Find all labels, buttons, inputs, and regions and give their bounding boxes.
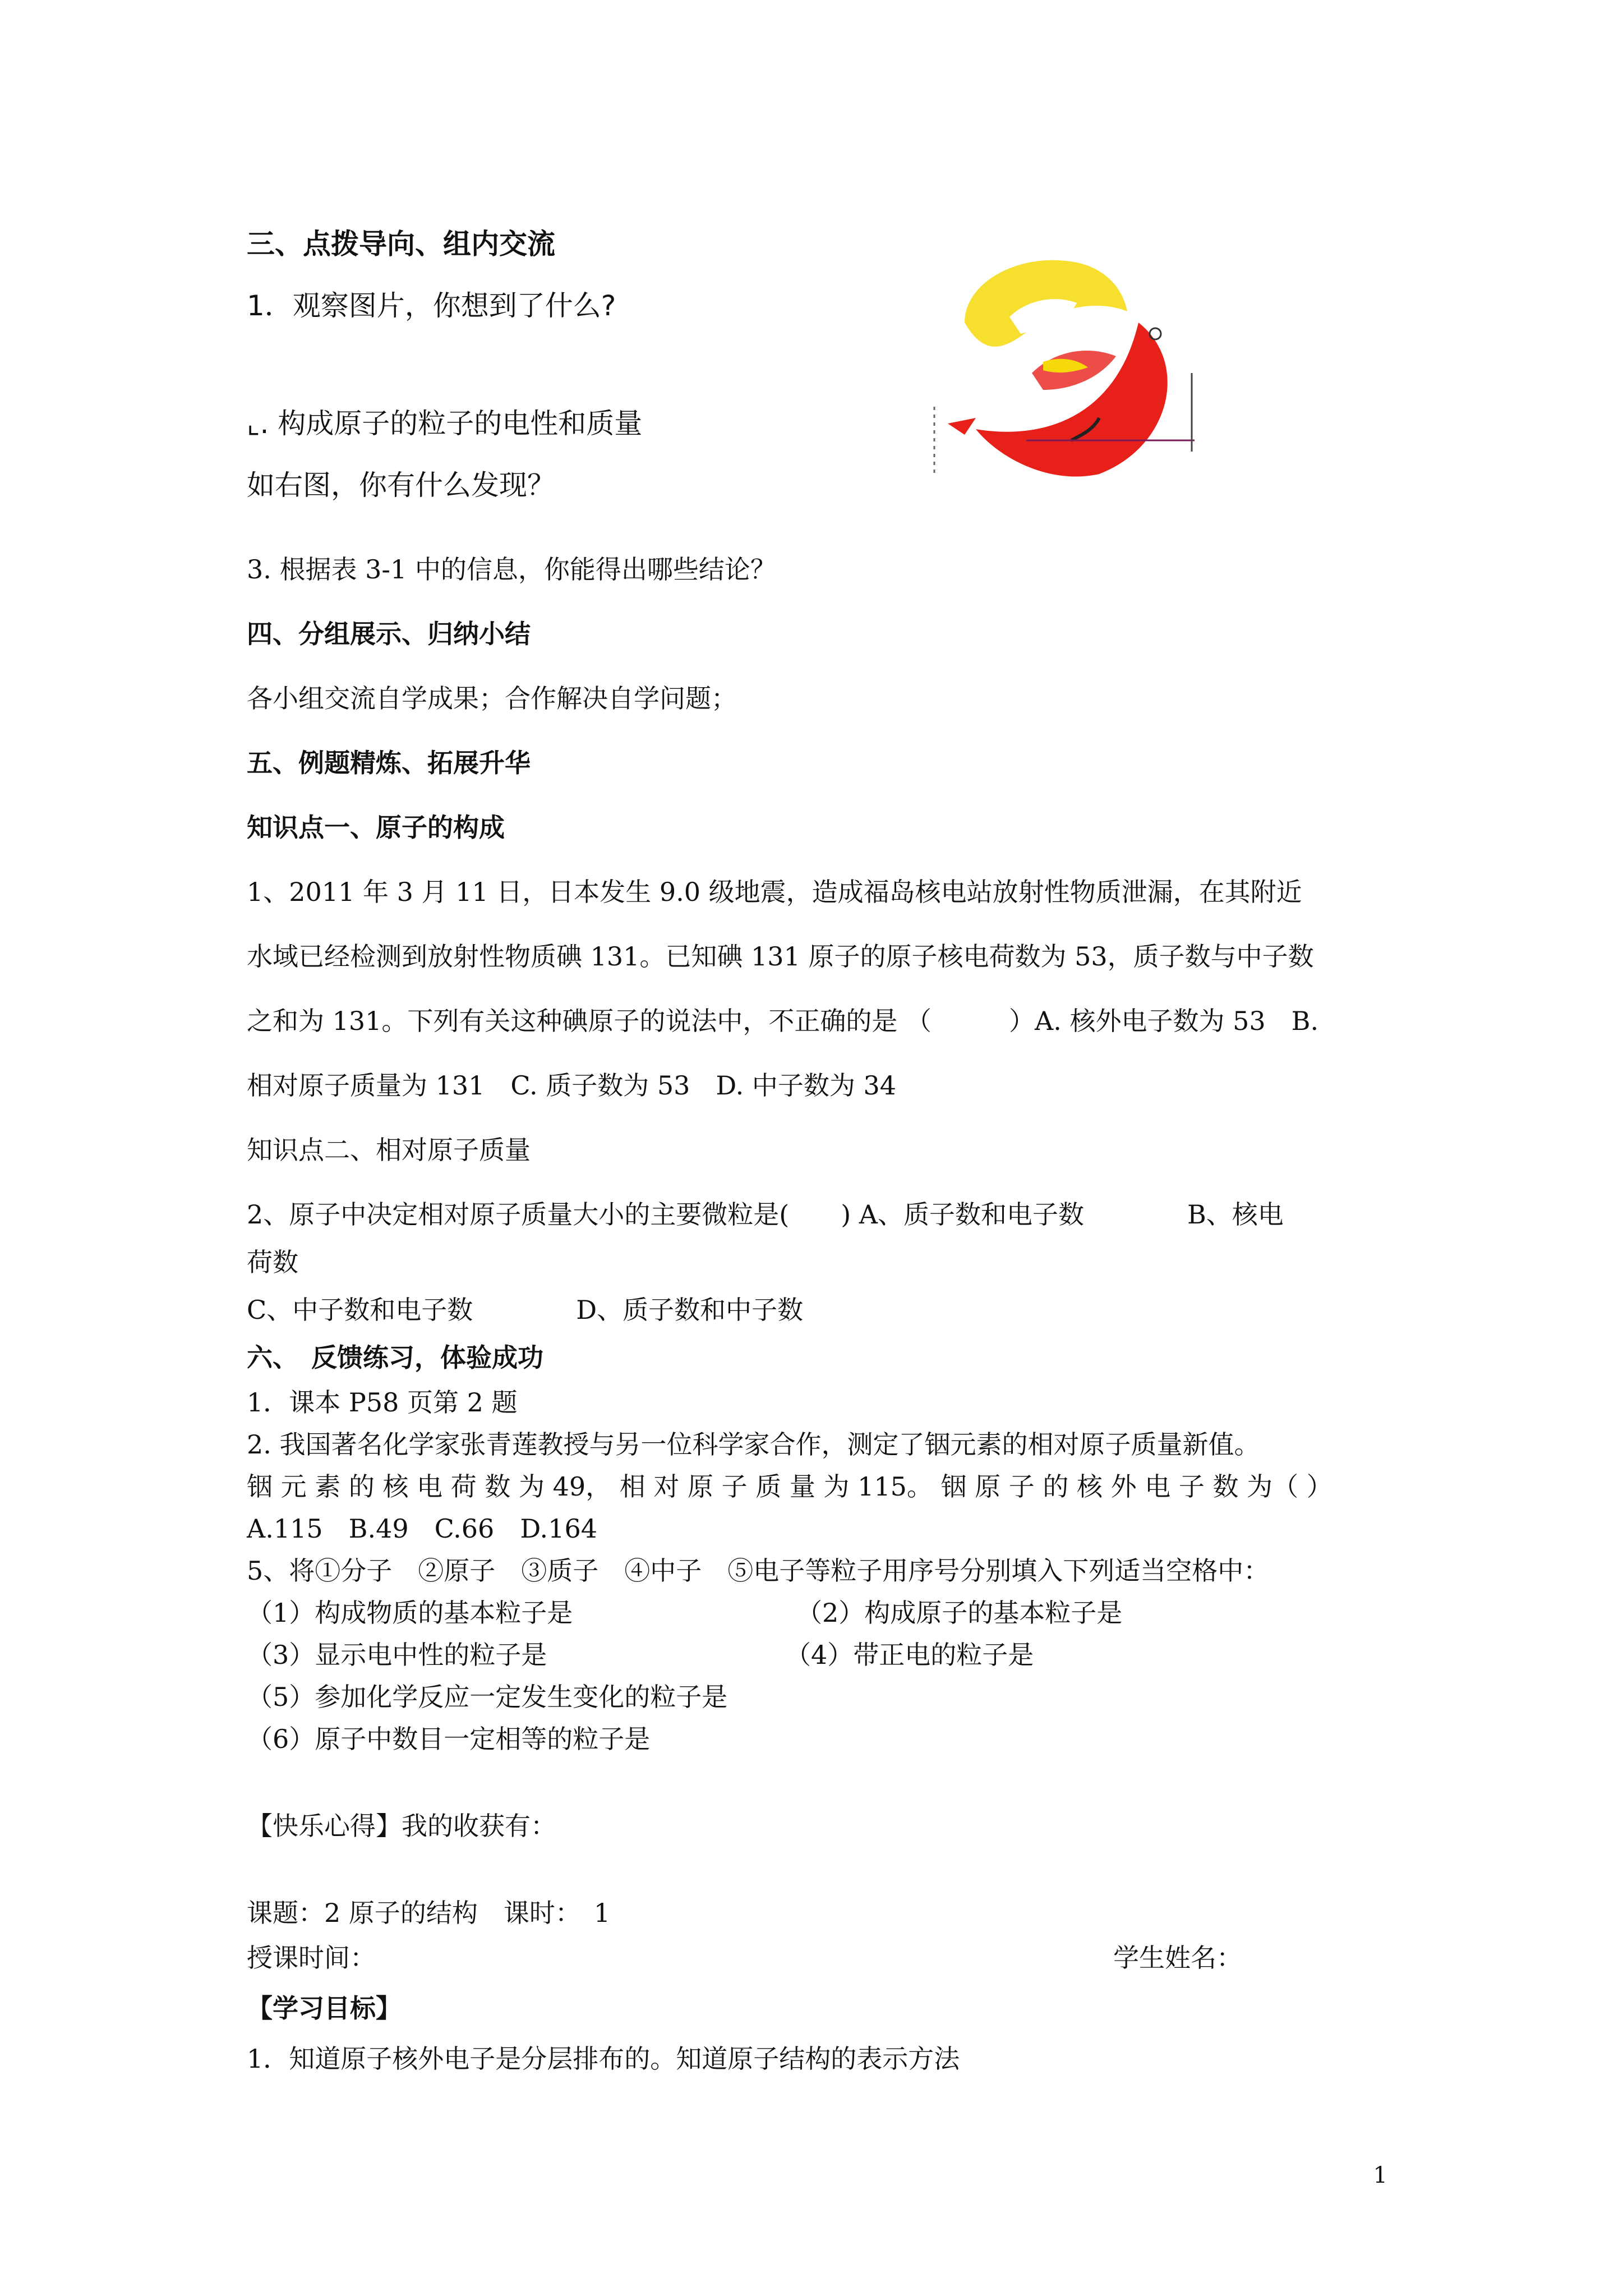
example-1-line: 之和为 131。下列有关这种碘原子的说法中，不正确的是 （ ）A. 核外电子数为 53 B.	[247, 1006, 1319, 1036]
example-2-line: 2、原子中决定相对原子质量大小的主要微粒是( ) A、质子数和电子数 B、核电	[247, 1199, 1284, 1230]
section3-question-2: ⌞. 构成原子的粒子的电性和质量	[247, 407, 643, 440]
lesson-title: 课题：2 原子的结构 课时： 1	[247, 1898, 611, 1928]
knowledge-point-2: 知识点二、相对原子质量	[247, 1135, 531, 1165]
practice-5-item-4: （4）带正电的粒子是	[785, 1640, 1034, 1670]
section3-heading: 三、点拨导向、组内交流	[247, 228, 555, 260]
example-1-line: 相对原子质量为 131 C. 质子数为 53 D. 中子数为 34	[247, 1070, 897, 1101]
example-1-line: 1、2011 年 3 月 11 日，日本发生 9.0 级地震，造成福岛核电站放射性物质泄漏，在其附近	[247, 877, 1302, 907]
atom-figure-image	[931, 250, 1200, 485]
practice-5-item-6: （6）原子中数目一定相等的粒子是	[247, 1724, 651, 1754]
section3-question-3: 3. 根据表 3-1 中的信息，你能得出哪些结论？	[247, 554, 776, 585]
practice-5-item-5: （5）参加化学反应一定发生变化的粒子是	[247, 1682, 728, 1712]
example-2-line: 荷数	[247, 1247, 298, 1277]
section4-text: 各小组交流自学成果；合作解决自学问题；	[247, 683, 737, 714]
example-2-line: C、中子数和电子数 D、质子数和中子数	[247, 1295, 804, 1325]
section5-heading: 五、例题精炼、拓展升华	[247, 748, 531, 778]
section4-heading: 四、分组展示、归纳小结	[247, 619, 531, 649]
practice-5: 5、将①分子 ②原子 ③质子 ④中子 ⑤电子等粒子用序号分别填入下列适当空格中：	[247, 1556, 1270, 1586]
practice-2-line: 铟 元 素 的 核 电 荷 数 为 49， 相 对 原 子 质 量 为 115。 铟 原 子 的 核 外 电 子 数 为（ ）	[247, 1471, 1332, 1502]
knowledge-point-1: 知识点一、原子的构成	[247, 812, 505, 843]
practice-2-options: A.115 B.49 C.66 D.164	[247, 1513, 597, 1544]
atom-figure	[931, 250, 1200, 485]
section3-question-1: 1．观察图片，你想到了什么?	[247, 289, 616, 322]
practice-1: 1．课本 P58 页第 2 题	[247, 1387, 518, 1418]
harvest-prompt: 【快乐心得】我的收获有：	[247, 1811, 556, 1841]
example-1-line: 水域已经检测到放射性物质碘 131。已知碘 131 原子的原子核电荷数为 53，质子数与中子数	[247, 941, 1314, 972]
learning-goal-1: 1．知道原子核外电子是分层排布的。知道原子结构的表示方法	[247, 2044, 960, 2074]
practice-5-item-1: （1）构成物质的基本粒子是	[247, 1598, 573, 1628]
section3-question-2-followup: 如右图，你有什么发现？	[247, 469, 555, 501]
practice-5-item-2: （2）构成原子的基本粒子是	[796, 1598, 1123, 1628]
practice-2-line: 2. 我国著名化学家张青莲教授与另一位科学家合作，测定了铟元素的相对原子质量新值。	[247, 1429, 1260, 1460]
section6-heading: 六、 反馈练习，体验成功	[247, 1342, 543, 1373]
practice-5-item-3: （3）显示电中性的粒子是	[247, 1640, 547, 1670]
student-name-label: 学生姓名：	[1113, 1943, 1242, 1973]
lesson-time-label: 授课时间：	[247, 1943, 376, 1973]
learning-goals-heading: 【学习目标】	[247, 1993, 402, 2023]
page-number: 1	[1373, 2162, 1387, 2188]
